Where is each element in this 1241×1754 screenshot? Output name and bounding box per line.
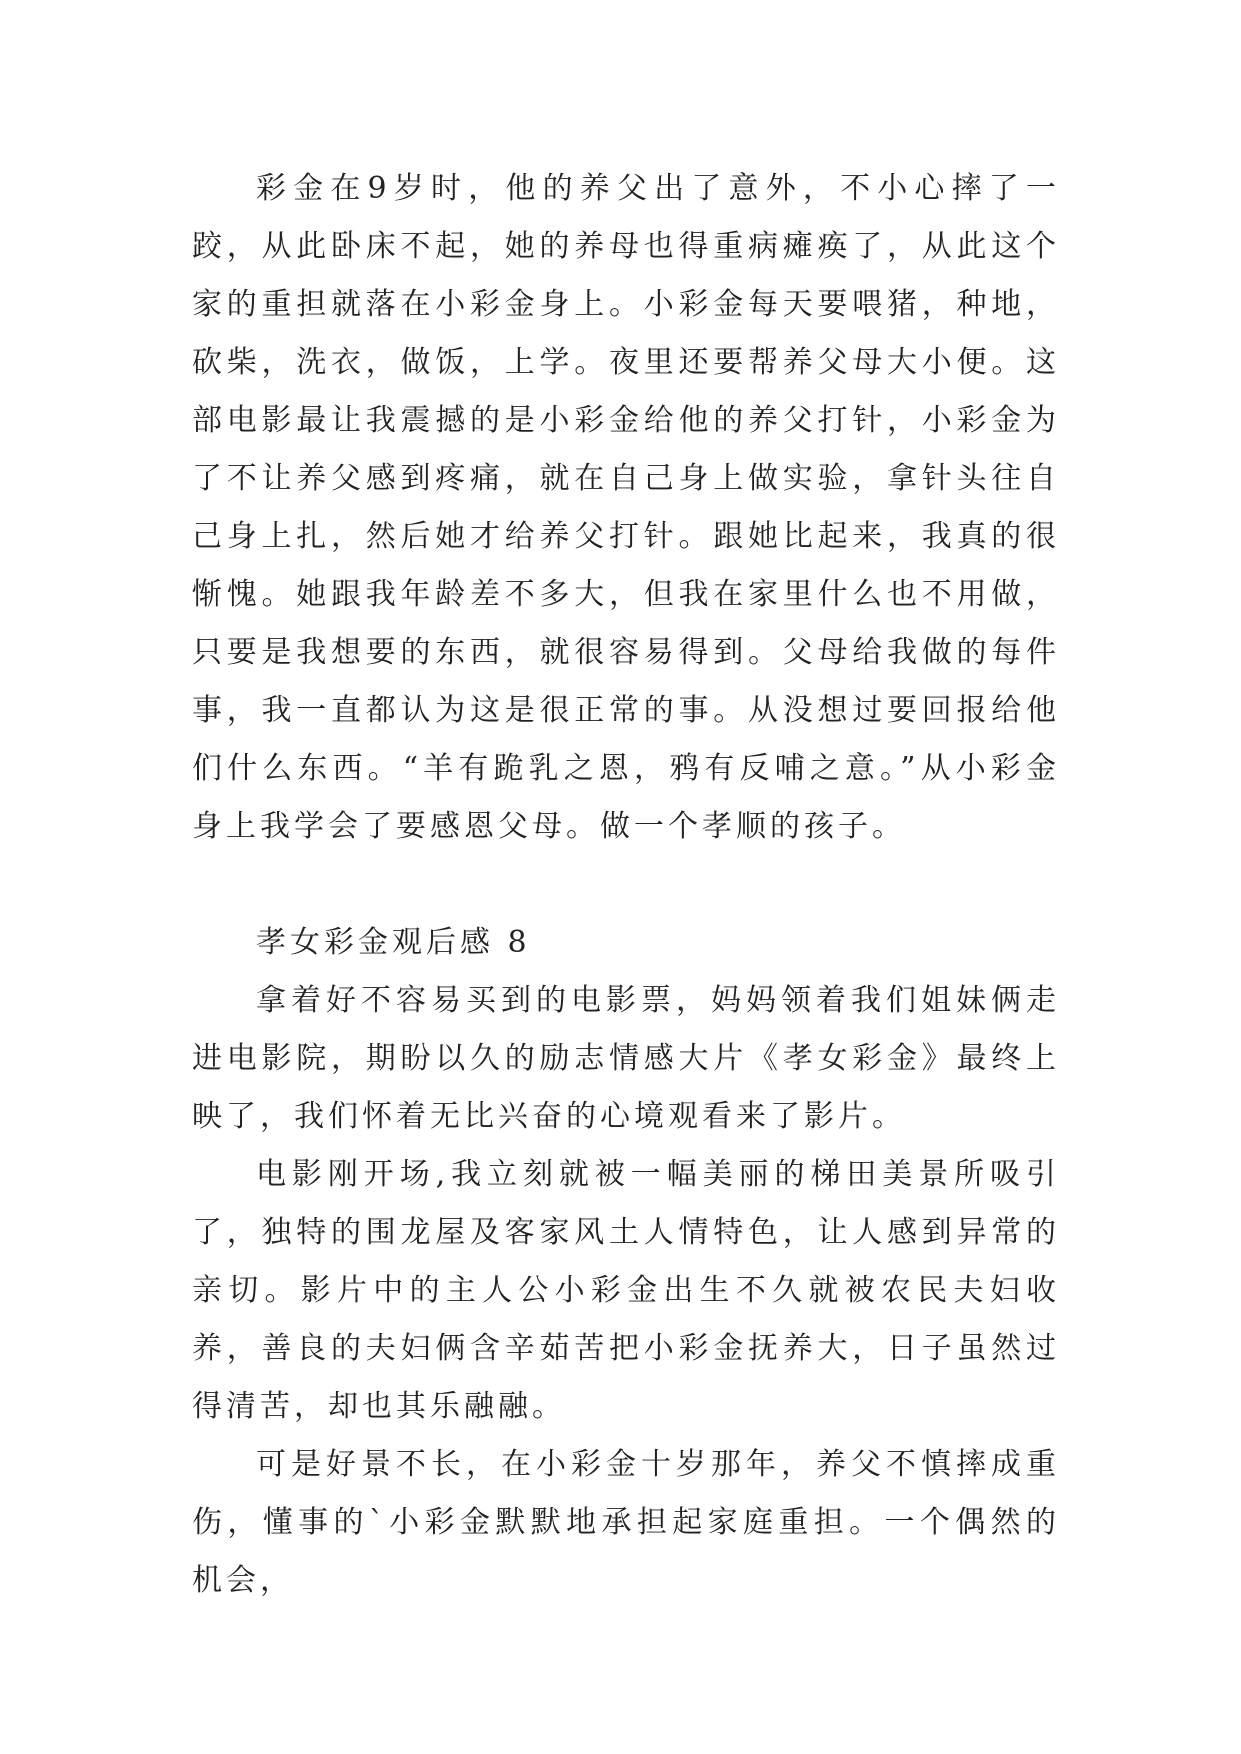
paragraph: 拿着好不容易买到的电影票，妈妈领着我们姐妹俩走进电影院，期盼以久的励志情感大片《孝女彩金》最终上映了，我们怀着无比兴奋的心境观看来了影片。 — [192, 983, 1060, 1134]
document-body — [192, 160, 1060, 1610]
paragraph: 彩金在9岁时，他的养父出了意外，不小心摔了一跤，从此卧床不起，她的养母也得重病瘫痪了，从此这个家的重担就落在小彩金身上。小彩金每天要喂猪，种地，砍柴，洗衣，做饭，上学。夜里还要帮养父母大小便。这部电影最让我震撼的是小彩金给他的养父打针，小彩金为了不让养父感到疼痛，就在自己身上做实验，拿针头往自己身上扎，然后她才给养父打针。跟她比起来，我真的很惭愧。她跟我年龄差不多大，但我在家里什么也不用做，只要是我想要的东西，就很容易得到。父母给我做的每件事，我一直都认为这是很正常的事。从没想过要回报给他们什么东西。“羊有跪乳之恩，鸦有反哺之意。”从小彩金身上我学会了要感恩父母。做一个孝顺的孩子。 — [192, 171, 1060, 844]
paragraph: 电影刚开场,我立刻就被一幅美丽的梯田美景所吸引了，独特的围龙屋及客家风土人情特色，让人感到异常的亲切。影片中的主人公小彩金出生不久就被农民夫妇收养，善良的夫妇俩含辛茹苦把小彩金抚养大，日子虽然过得清苦，却也其乐融融。 — [192, 1157, 1060, 1424]
section-heading: 孝女彩金观后感 8 — [256, 925, 531, 960]
paragraph: 可是好景不长，在小彩金十岁那年，养父不慎摔成重伤，懂事的`小彩金默默地承担起家庭重担。一个偶然的机会， — [192, 1447, 1060, 1598]
paragraph-spacer — [192, 856, 1060, 914]
